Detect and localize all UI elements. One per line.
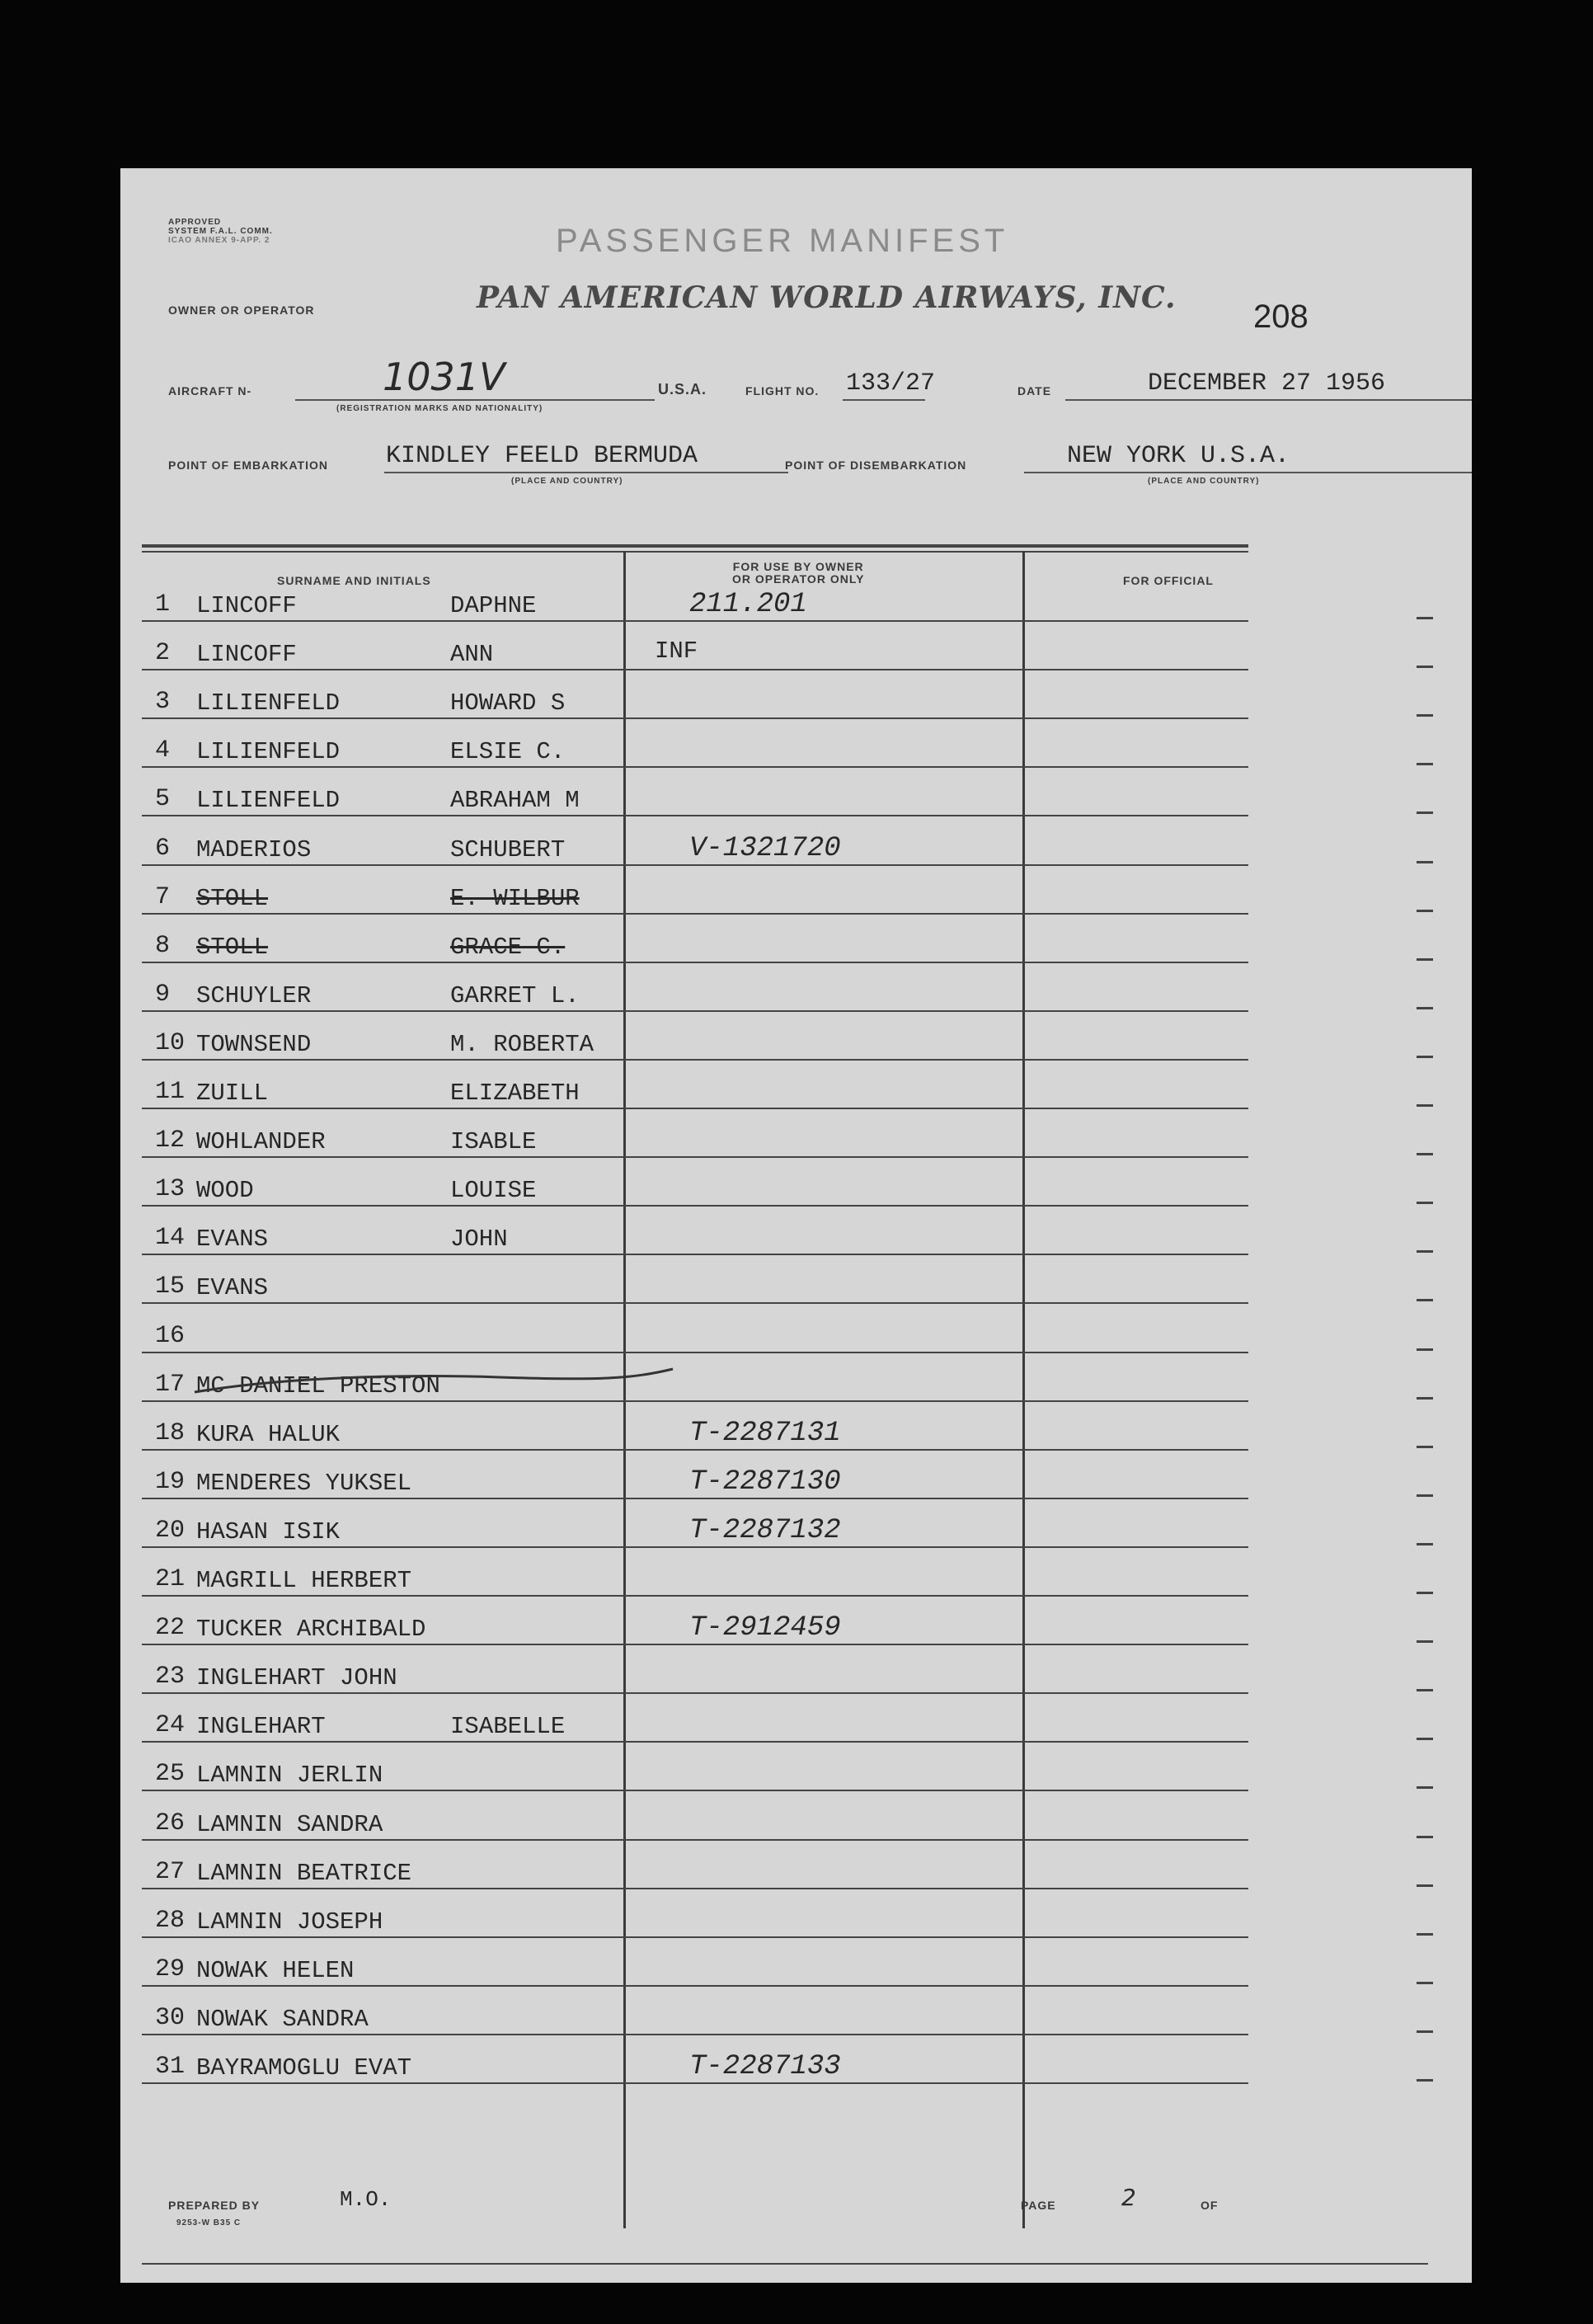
column-divider-2: [1022, 551, 1025, 2228]
row-number: 26: [155, 1809, 186, 1837]
operator-note: T-2287132: [689, 1514, 841, 1546]
row-number: 13: [155, 1175, 186, 1204]
row-rule: [142, 669, 1248, 670]
passenger-given-name: ELIZABETH: [450, 1080, 580, 1107]
row-rule: [142, 1449, 1248, 1451]
passenger-given-name: JOHN: [450, 1226, 508, 1254]
passenger-given-name: ANN: [450, 641, 494, 669]
disembarkation-place-note: (PLACE AND COUNTRY): [1148, 477, 1260, 486]
passenger-given-name: DAPHNE: [450, 592, 537, 619]
row-number: 28: [155, 1906, 186, 1935]
row-number: 18: [155, 1418, 186, 1447]
row-rule: [142, 1254, 1248, 1255]
row-rule: [142, 717, 1248, 719]
row-rule: [142, 1985, 1248, 1987]
operator-note: T-2912459: [689, 1612, 841, 1644]
row-number: 7: [155, 882, 171, 911]
passenger-surname: LAMNIN SANDRA: [196, 1810, 383, 1838]
col-header-surname: SURNAME AND INITIALS: [277, 574, 431, 587]
margin-tick: [1417, 958, 1433, 961]
margin-tick: [1417, 1348, 1433, 1351]
row-rule: [142, 1692, 1248, 1694]
row-rule: [142, 1010, 1248, 1012]
margin-tick: [1417, 1104, 1433, 1107]
airline-name: PAN AMERICAN WORLD AIRWAYS, INC.: [477, 280, 1177, 315]
passenger-surname: SCHUYLER: [196, 981, 312, 1009]
passenger-given-name: ELSIE C.: [450, 738, 566, 766]
prepared-label: PREPARED BY: [168, 2199, 261, 2212]
margin-tick: [1417, 2079, 1433, 2082]
passenger-given-name: GARRET L.: [450, 981, 580, 1009]
embarkation-value: KINDLEY FEELD BERMUDA: [386, 442, 698, 470]
passenger-surname: LILIENFELD: [196, 689, 341, 717]
margin-tick: [1417, 1592, 1433, 1594]
operator-note: V-1321720: [689, 832, 841, 864]
passenger-surname: INGLEHART JOHN: [196, 1664, 397, 1692]
col-header-owner-line-1: FOR USE BY OWNER: [732, 560, 864, 573]
row-rule: [142, 1936, 1248, 1938]
flight-value: 133/27: [846, 369, 936, 398]
form-number: 9253-W B35 C: [176, 2218, 242, 2228]
row-number: 15: [155, 1273, 186, 1301]
row-number: 27: [155, 1857, 186, 1886]
operator-note: INF: [655, 637, 698, 666]
row-number: 25: [155, 1760, 186, 1789]
passenger-given-name: HOWARD S: [450, 689, 566, 717]
date-label: DATE: [1017, 384, 1052, 398]
row-number: 24: [155, 1711, 186, 1740]
prepared-value: M.O.: [340, 2187, 392, 2212]
row-rule: [142, 1888, 1248, 1889]
row-rule: [142, 2034, 1248, 2035]
page-value: 2: [1121, 2184, 1136, 2211]
margin-tick: [1417, 1836, 1433, 1838]
passenger-surname: LILIENFELD: [196, 787, 341, 815]
row-number: 10: [155, 1028, 186, 1057]
owner-label: OWNER OR OPERATOR: [168, 303, 315, 317]
passenger-surname: MAGRILL HERBERT: [196, 1567, 412, 1594]
margin-tick: [1417, 1494, 1433, 1497]
passenger-given-name: ISABLE: [450, 1128, 537, 1156]
passenger-surname: INGLEHART: [196, 1713, 326, 1741]
passenger-given-name: ISABELLE: [450, 1713, 566, 1741]
row-number: 9: [155, 980, 171, 1009]
passenger-surname: LINCOFF: [196, 641, 297, 669]
margin-tick: [1417, 1202, 1433, 1204]
row-rule: [142, 1839, 1248, 1841]
operator-note: 211.201: [689, 589, 807, 620]
row-rule: [142, 1595, 1248, 1597]
margin-tick: [1417, 1446, 1433, 1448]
row-rule: [142, 864, 1248, 866]
margin-tick: [1417, 1007, 1433, 1009]
row-number: 12: [155, 1127, 186, 1155]
passenger-surname: MC DANIEL PRESTON: [196, 1371, 440, 1400]
passenger-surname: WOOD: [196, 1177, 254, 1205]
passenger-given-name: SCHUBERT: [450, 835, 566, 863]
passenger-surname: LAMNIN BEATRICE: [196, 1859, 412, 1887]
aircraft-value: 1031V: [383, 355, 505, 399]
margin-tick: [1417, 666, 1433, 668]
row-number: 31: [155, 2053, 186, 2081]
passenger-surname: MENDERES YUKSEL: [196, 1469, 412, 1497]
margin-tick: [1417, 617, 1433, 619]
operator-note: T-2287130: [689, 1465, 841, 1498]
row-rule: [142, 766, 1248, 768]
margin-tick: [1417, 1689, 1433, 1691]
margin-tick: [1417, 1738, 1433, 1740]
row-number: 23: [155, 1663, 186, 1691]
row-rule: [142, 1546, 1248, 1548]
form-title: PASSENGER MANIFEST: [556, 223, 1009, 259]
embarkation-label: POINT OF EMBARKATION: [168, 459, 328, 472]
passenger-surname: LAMNIN JOSEPH: [196, 1908, 383, 1936]
margin-tick: [1417, 861, 1433, 863]
margin-tick: [1417, 1786, 1433, 1789]
usa-label: U.S.A.: [658, 381, 707, 398]
row-number: 3: [155, 688, 171, 717]
table-top-rule: [142, 544, 1248, 548]
passenger-surname: STOLL: [196, 884, 269, 912]
passenger-surname: BAYRAMOGLU EVAT: [196, 2054, 412, 2082]
footer-rule: [142, 2263, 1428, 2265]
passenger-surname: TOWNSEND: [196, 1030, 312, 1058]
margin-tick: [1417, 1056, 1433, 1058]
row-rule: [142, 620, 1248, 622]
margin-tick: [1417, 763, 1433, 765]
col-header-official: FOR OFFICIAL: [1123, 574, 1214, 587]
margin-tick: [1417, 812, 1433, 814]
row-number: 4: [155, 736, 171, 765]
page-label: PAGE: [1021, 2199, 1056, 2212]
passenger-given-name: ABRAHAM M: [450, 787, 580, 815]
passenger-surname: NOWAK HELEN: [196, 1956, 355, 1984]
operator-note: T-2287131: [689, 1417, 841, 1449]
row-number: 16: [155, 1321, 186, 1350]
date-underline: [1065, 399, 1472, 401]
row-number: 20: [155, 1516, 186, 1545]
row-number: 1: [155, 590, 171, 619]
registration-note: (REGISTRATION MARKS AND NATIONALITY): [336, 404, 543, 413]
margin-tick: [1417, 2030, 1433, 2033]
margin-tick: [1417, 1543, 1433, 1545]
disembarkation-value: NEW YORK U.S.A.: [1067, 442, 1290, 470]
disembarkation-label: POINT OF DISEMBARKATION: [785, 459, 967, 472]
table-top-rule-2: [142, 551, 1248, 553]
sheet-number: 208: [1253, 299, 1309, 335]
passenger-surname: EVANS: [196, 1226, 269, 1254]
passenger-surname: TUCKER ARCHIBALD: [196, 1616, 426, 1644]
aircraft-label: AIRCRAFT N-: [168, 384, 252, 398]
row-rule: [142, 1741, 1248, 1743]
row-rule: [142, 1302, 1248, 1304]
passenger-surname: LINCOFF: [196, 592, 297, 619]
row-number: 14: [155, 1224, 186, 1253]
passenger-surname: WOHLANDER: [196, 1128, 326, 1156]
row-number: 8: [155, 931, 171, 960]
flight-label: FLIGHT NO.: [745, 384, 820, 398]
aircraft-underline: [295, 399, 655, 401]
passenger-surname: ZUILL: [196, 1080, 269, 1107]
margin-tick: [1417, 1640, 1433, 1643]
passenger-given-name: LOUISE: [450, 1177, 537, 1205]
operator-note: T-2287133: [689, 2051, 841, 2082]
row-rule: [142, 913, 1248, 915]
passenger-surname: STOLL: [196, 933, 269, 961]
row-rule: [142, 2082, 1248, 2084]
col-header-owner-line-2: OR OPERATOR ONLY: [732, 572, 865, 586]
passenger-surname: HASAN ISIK: [196, 1517, 341, 1545]
row-number: 30: [155, 2003, 186, 2032]
margin-tick: [1417, 1153, 1433, 1155]
embarkation-place-note: (PLACE AND COUNTRY): [511, 477, 623, 486]
passenger-surname: LAMNIN JERLIN: [196, 1762, 383, 1790]
approval-line-3: ICAO ANNEX 9-APP. 2: [168, 236, 270, 245]
passenger-surname: LILIENFELD: [196, 738, 341, 766]
row-number: 19: [155, 1467, 186, 1496]
row-number: 22: [155, 1614, 186, 1643]
passenger-given-name: E. WILBUR: [450, 884, 580, 912]
flight-underline: [843, 399, 925, 401]
passenger-given-name: M. ROBERTA: [450, 1030, 594, 1058]
row-number: 17: [155, 1370, 186, 1399]
approval-line-2: SYSTEM F.A.L. COMM.: [168, 227, 273, 236]
margin-tick: [1417, 1397, 1433, 1400]
passenger-surname: KURA HALUK: [196, 1420, 341, 1448]
approval-line-1: APPROVED: [168, 218, 222, 227]
margin-tick: [1417, 1299, 1433, 1301]
approval-stamp: [168, 218, 273, 245]
row-number: 2: [155, 639, 171, 668]
date-value: DECEMBER 27 1956: [1148, 369, 1386, 398]
margin-tick: [1417, 714, 1433, 717]
row-rule: [142, 1498, 1248, 1499]
manifest-sheet: [120, 168, 1472, 2283]
row-rule: [142, 815, 1248, 816]
crossout-scribble: [186, 1353, 681, 1402]
margin-tick: [1417, 1250, 1433, 1253]
passenger-surname: EVANS: [196, 1274, 269, 1302]
row-rule: [142, 962, 1248, 963]
row-rule: [142, 1790, 1248, 1791]
row-rule: [142, 1108, 1248, 1109]
row-number: 5: [155, 785, 171, 814]
passenger-given-name: GRACE C.: [450, 933, 566, 961]
disembarkation-underline: [1024, 472, 1472, 473]
row-rule: [142, 1644, 1248, 1645]
margin-tick: [1417, 1884, 1433, 1887]
passenger-surname: NOWAK SANDRA: [196, 2005, 369, 2033]
margin-tick: [1417, 1933, 1433, 1936]
margin-tick: [1417, 1982, 1433, 1984]
row-number: 6: [155, 834, 171, 863]
margin-tick: [1417, 910, 1433, 912]
row-rule: [142, 1205, 1248, 1207]
row-number: 21: [155, 1565, 186, 1593]
row-number: 29: [155, 1955, 186, 1983]
row-rule: [142, 1059, 1248, 1061]
row-rule: [142, 1156, 1248, 1158]
of-label: OF: [1201, 2199, 1219, 2212]
embarkation-underline: [384, 472, 788, 473]
row-number: 11: [155, 1078, 186, 1106]
col-header-owner: [732, 561, 864, 586]
passenger-surname: MADERIOS: [196, 835, 312, 863]
